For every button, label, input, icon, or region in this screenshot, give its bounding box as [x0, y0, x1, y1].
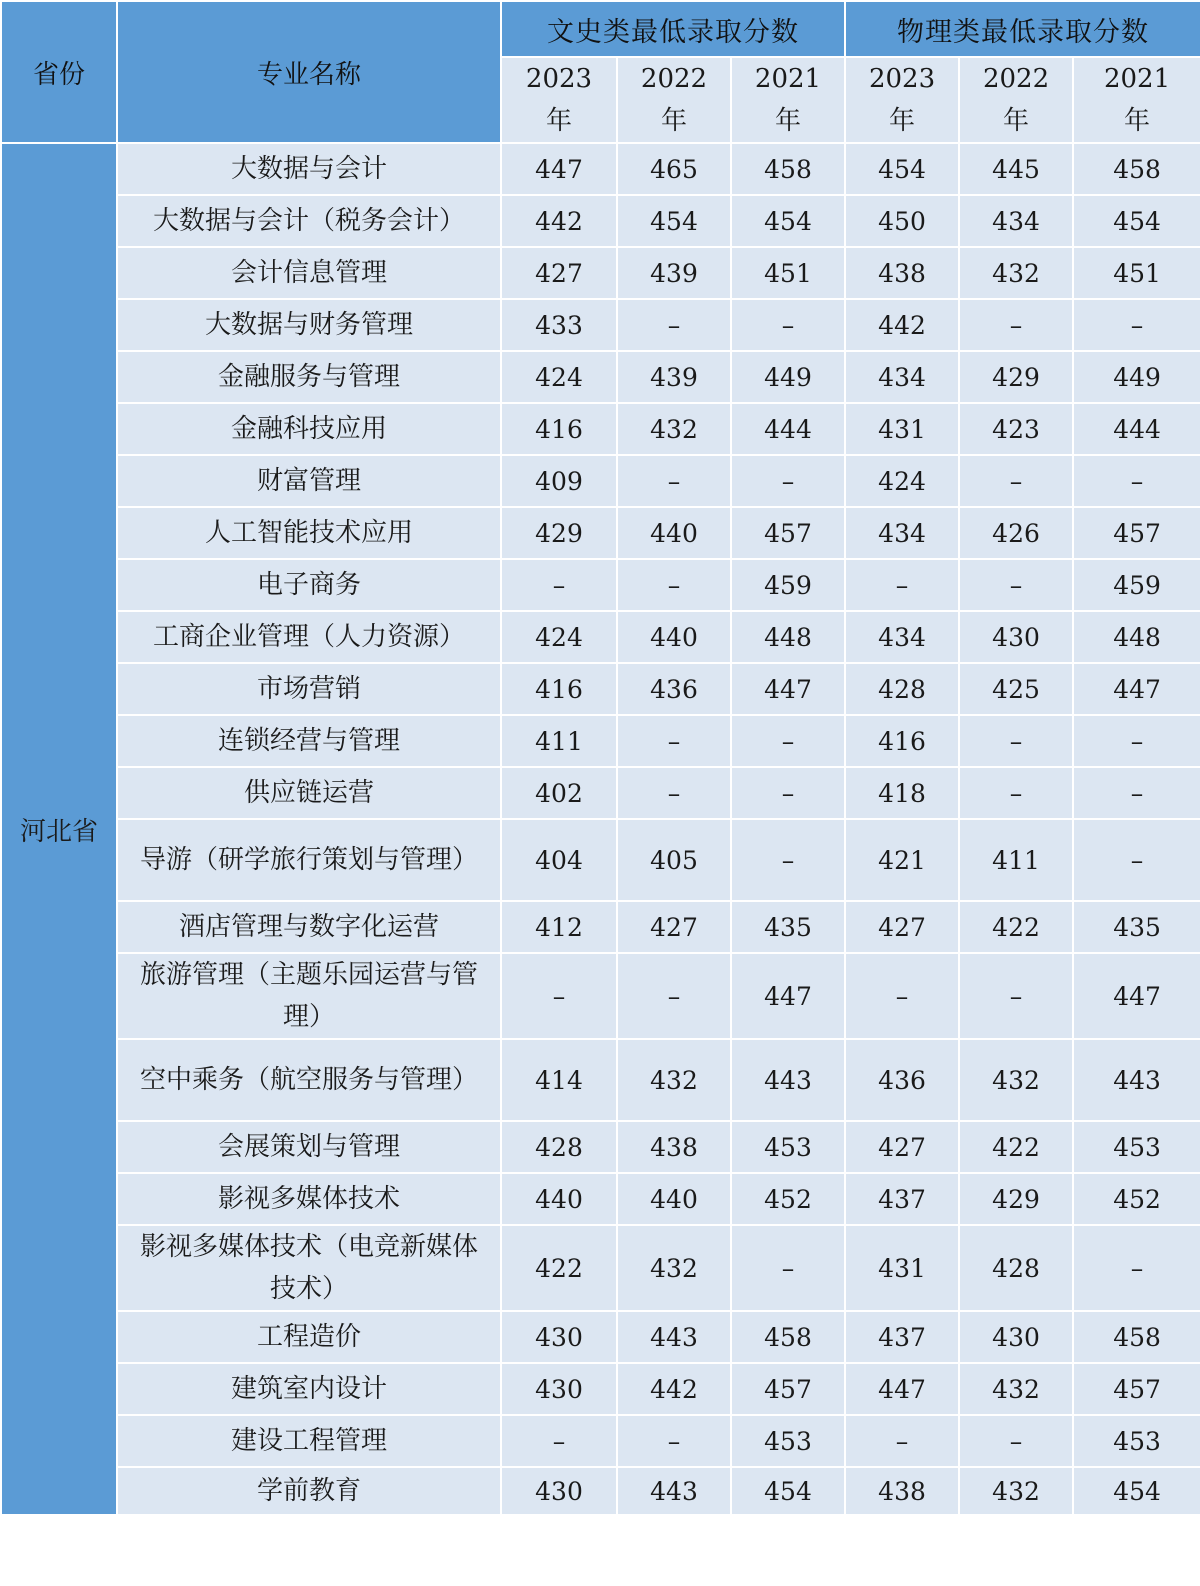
score-cell: 439: [617, 247, 731, 299]
score-cell: 411: [501, 715, 617, 767]
score-cell: 438: [845, 247, 959, 299]
score-cell: 454: [731, 1467, 845, 1515]
score-cell: 434: [959, 195, 1073, 247]
score-cell: 459: [1073, 559, 1200, 611]
score-cell: 430: [959, 1311, 1073, 1363]
score-cell: 453: [1073, 1415, 1200, 1467]
score-cell: 451: [1073, 247, 1200, 299]
score-cell: –: [501, 1415, 617, 1467]
table-row: [1, 1415, 1200, 1467]
score-cell: 457: [1073, 1363, 1200, 1415]
year-header-3: 2023 年: [845, 57, 959, 143]
score-cell: 412: [501, 901, 617, 953]
score-cell: 428: [845, 663, 959, 715]
major-name-cell: 大数据与会计: [117, 143, 501, 195]
table-body: [1, 143, 1200, 1515]
major-name-cell: 建设工程管理: [117, 1415, 501, 1467]
major-name-cell: 人工智能技术应用: [117, 507, 501, 559]
score-cell: 440: [617, 507, 731, 559]
score-cell: –: [731, 455, 845, 507]
score-cell: –: [1073, 455, 1200, 507]
major-name-cell: 大数据与财务管理: [117, 299, 501, 351]
score-cell: 457: [731, 507, 845, 559]
score-cell: 450: [845, 195, 959, 247]
table-row: [1, 953, 1200, 1039]
score-cell: 433: [501, 299, 617, 351]
table-header: [1, 1, 1200, 143]
score-cell: 447: [731, 663, 845, 715]
major-name-cell: 市场营销: [117, 663, 501, 715]
table-row: [1, 1173, 1200, 1225]
table-row: [1, 663, 1200, 715]
major-name-cell: 连锁经营与管理: [117, 715, 501, 767]
score-cell: –: [959, 1415, 1073, 1467]
score-cell: 434: [845, 507, 959, 559]
score-cell: 458: [731, 1311, 845, 1363]
score-cell: 447: [1073, 663, 1200, 715]
major-name-cell: 空中乘务（航空服务与管理）: [117, 1039, 501, 1121]
score-cell: 443: [617, 1467, 731, 1515]
score-cell: 424: [845, 455, 959, 507]
score-cell: –: [959, 559, 1073, 611]
score-cell: –: [1073, 715, 1200, 767]
score-cell: 453: [731, 1121, 845, 1173]
score-cell: –: [959, 715, 1073, 767]
score-cell: 454: [731, 195, 845, 247]
score-cell: 436: [617, 663, 731, 715]
score-cell: 424: [501, 611, 617, 663]
score-cell: 442: [845, 299, 959, 351]
score-cell: 432: [617, 1225, 731, 1311]
score-cell: 457: [731, 1363, 845, 1415]
score-cell: 422: [959, 1121, 1073, 1173]
table-row: [1, 1467, 1200, 1515]
score-cell: 434: [845, 611, 959, 663]
score-cell: 458: [731, 143, 845, 195]
score-cell: 459: [731, 559, 845, 611]
score-cell: –: [1073, 299, 1200, 351]
score-cell: 437: [845, 1173, 959, 1225]
score-cell: –: [501, 559, 617, 611]
score-cell: –: [617, 715, 731, 767]
province-header: 省份: [1, 1, 117, 143]
score-cell: 454: [617, 195, 731, 247]
score-cell: –: [617, 455, 731, 507]
score-cell: 451: [731, 247, 845, 299]
score-cell: 435: [731, 901, 845, 953]
major-name-cell: 会计信息管理: [117, 247, 501, 299]
score-cell: 425: [959, 663, 1073, 715]
major-header: 专业名称: [117, 1, 501, 143]
table-row: [1, 715, 1200, 767]
score-cell: –: [617, 559, 731, 611]
score-cell: 454: [1073, 195, 1200, 247]
score-cell: 458: [1073, 143, 1200, 195]
score-cell: 427: [845, 1121, 959, 1173]
table-row: [1, 455, 1200, 507]
table-row: [1, 351, 1200, 403]
score-cell: –: [845, 953, 959, 1039]
table-row: [1, 767, 1200, 819]
score-cell: 418: [845, 767, 959, 819]
major-name-cell: 建筑室内设计: [117, 1363, 501, 1415]
score-cell: 447: [731, 953, 845, 1039]
score-cell: 422: [501, 1225, 617, 1311]
major-name-cell: 电子商务: [117, 559, 501, 611]
score-cell: 411: [959, 819, 1073, 901]
major-name-cell: 酒店管理与数字化运营: [117, 901, 501, 953]
score-cell: 431: [845, 403, 959, 455]
major-name-cell: 影视多媒体技术: [117, 1173, 501, 1225]
score-cell: –: [731, 767, 845, 819]
score-cell: 416: [501, 403, 617, 455]
score-cell: –: [1073, 819, 1200, 901]
score-cell: 438: [845, 1467, 959, 1515]
year-header-4: 2022 年: [959, 57, 1073, 143]
score-cell: 432: [959, 247, 1073, 299]
major-name-cell: 学前教育: [117, 1467, 501, 1515]
table-row: [1, 1039, 1200, 1121]
wenshi-group-header: 文史类最低录取分数: [501, 1, 845, 57]
major-name-cell: 旅游管理（主题乐园运营与管理）: [117, 953, 501, 1039]
score-cell: 447: [1073, 953, 1200, 1039]
score-cell: 443: [617, 1311, 731, 1363]
score-cell: 427: [845, 901, 959, 953]
score-cell: 457: [1073, 507, 1200, 559]
score-cell: 452: [731, 1173, 845, 1225]
score-cell: –: [731, 1225, 845, 1311]
score-cell: 414: [501, 1039, 617, 1121]
score-cell: 447: [845, 1363, 959, 1415]
score-cell: –: [959, 767, 1073, 819]
score-cell: 429: [959, 351, 1073, 403]
score-cell: 404: [501, 819, 617, 901]
province-cell: 河北省: [1, 143, 117, 1515]
score-cell: 454: [845, 143, 959, 195]
score-cell: –: [617, 953, 731, 1039]
table-row: [1, 1363, 1200, 1415]
table-row: [1, 247, 1200, 299]
score-cell: 428: [959, 1225, 1073, 1311]
score-cell: 443: [731, 1039, 845, 1121]
score-cell: 443: [1073, 1039, 1200, 1121]
score-cell: 416: [845, 715, 959, 767]
score-cell: –: [959, 299, 1073, 351]
score-cell: 429: [959, 1173, 1073, 1225]
major-name-cell: 会展策划与管理: [117, 1121, 501, 1173]
score-cell: 465: [617, 143, 731, 195]
score-cell: –: [617, 767, 731, 819]
score-cell: 430: [501, 1467, 617, 1515]
score-cell: 448: [1073, 611, 1200, 663]
score-cell: –: [1073, 767, 1200, 819]
score-cell: 445: [959, 143, 1073, 195]
major-name-cell: 工商企业管理（人力资源）: [117, 611, 501, 663]
score-cell: 444: [1073, 403, 1200, 455]
score-cell: 458: [1073, 1311, 1200, 1363]
table-row: [1, 299, 1200, 351]
score-cell: 449: [731, 351, 845, 403]
major-name-cell: 工程造价: [117, 1311, 501, 1363]
score-cell: 432: [959, 1039, 1073, 1121]
score-cell: 405: [617, 819, 731, 901]
score-cell: 444: [731, 403, 845, 455]
major-name-cell: 金融服务与管理: [117, 351, 501, 403]
score-cell: 421: [845, 819, 959, 901]
score-cell: 431: [845, 1225, 959, 1311]
score-cell: 438: [617, 1121, 731, 1173]
score-cell: 430: [501, 1311, 617, 1363]
score-cell: 440: [617, 1173, 731, 1225]
score-cell: 434: [845, 351, 959, 403]
score-cell: 453: [731, 1415, 845, 1467]
score-cell: 432: [959, 1467, 1073, 1515]
major-name-cell: 导游（研学旅行策划与管理）: [117, 819, 501, 901]
score-cell: 442: [501, 195, 617, 247]
major-name-cell: 财富管理: [117, 455, 501, 507]
score-cell: 422: [959, 901, 1073, 953]
score-cell: –: [731, 819, 845, 901]
score-cell: 437: [845, 1311, 959, 1363]
score-cell: 429: [501, 507, 617, 559]
score-cell: 402: [501, 767, 617, 819]
score-cell: 440: [617, 611, 731, 663]
score-cell: 426: [959, 507, 1073, 559]
score-cell: –: [1073, 1225, 1200, 1311]
table-row: [1, 403, 1200, 455]
score-cell: –: [959, 455, 1073, 507]
table-row: [1, 1121, 1200, 1173]
score-cell: –: [617, 1415, 731, 1467]
score-cell: 423: [959, 403, 1073, 455]
score-cell: –: [731, 715, 845, 767]
score-cell: 448: [731, 611, 845, 663]
major-name-cell: 影视多媒体技术（电竞新媒体技术）: [117, 1225, 501, 1311]
table-row: [1, 195, 1200, 247]
table-row: [1, 611, 1200, 663]
score-cell: –: [501, 953, 617, 1039]
score-cell: 432: [959, 1363, 1073, 1415]
score-cell: –: [959, 953, 1073, 1039]
score-cell: 416: [501, 663, 617, 715]
score-cell: 453: [1073, 1121, 1200, 1173]
score-cell: –: [845, 559, 959, 611]
table-row: [1, 901, 1200, 953]
year-header-1: 2022 年: [617, 57, 731, 143]
wuli-group-header: 物理类最低录取分数: [845, 1, 1200, 57]
score-cell: 427: [501, 247, 617, 299]
score-cell: 409: [501, 455, 617, 507]
score-cell: 452: [1073, 1173, 1200, 1225]
score-cell: –: [731, 299, 845, 351]
table-row: [1, 559, 1200, 611]
table-row: [1, 1225, 1200, 1311]
table-row: [1, 507, 1200, 559]
score-cell: 439: [617, 351, 731, 403]
score-cell: 430: [959, 611, 1073, 663]
score-cell: 435: [1073, 901, 1200, 953]
score-cell: 447: [501, 143, 617, 195]
score-cell: 440: [501, 1173, 617, 1225]
major-name-cell: 大数据与会计（税务会计）: [117, 195, 501, 247]
score-cell: 427: [617, 901, 731, 953]
table-row: [1, 143, 1200, 195]
score-cell: –: [845, 1415, 959, 1467]
score-cell: 436: [845, 1039, 959, 1121]
major-name-cell: 供应链运营: [117, 767, 501, 819]
major-name-cell: 金融科技应用: [117, 403, 501, 455]
score-cell: 454: [1073, 1467, 1200, 1515]
score-cell: 432: [617, 1039, 731, 1121]
year-header-2: 2021 年: [731, 57, 845, 143]
table-row: [1, 1311, 1200, 1363]
year-header-0: 2023 年: [501, 57, 617, 143]
year-header-5: 2021 年: [1073, 57, 1200, 143]
score-cell: –: [617, 299, 731, 351]
score-cell: 430: [501, 1363, 617, 1415]
score-cell: 424: [501, 351, 617, 403]
score-cell: 428: [501, 1121, 617, 1173]
table-row: [1, 819, 1200, 901]
score-cell: 449: [1073, 351, 1200, 403]
score-cell: 442: [617, 1363, 731, 1415]
score-cell: 432: [617, 403, 731, 455]
